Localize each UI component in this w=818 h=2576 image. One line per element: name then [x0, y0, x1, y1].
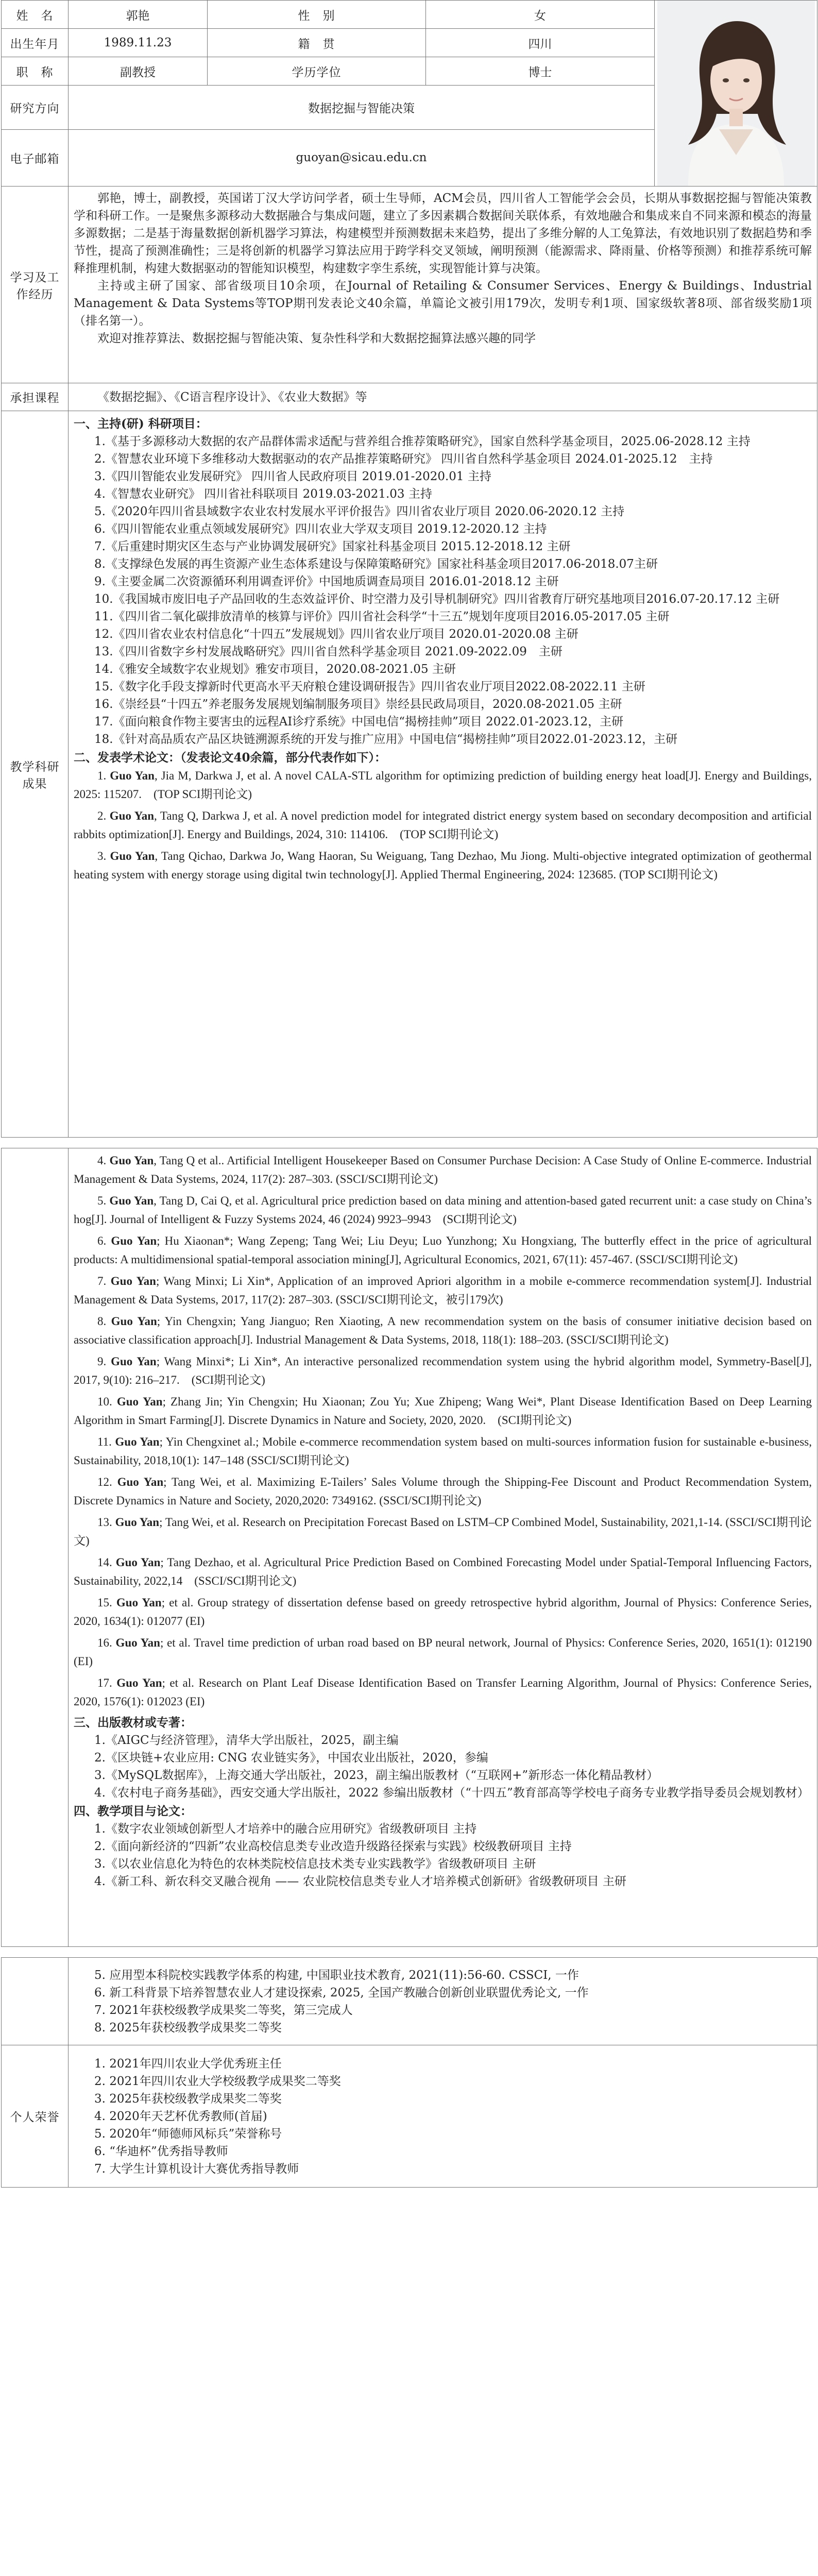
- honors-list: [74, 2055, 812, 2178]
- paper-author: Guo Yan: [110, 850, 155, 862]
- project-item: 10.《我国城市废旧电子产品回收的生态效益评价、时空潜力及引导机制研究》四川省教育厅研究基地项目2016.07-20.17.12 主研: [94, 592, 780, 606]
- native-label: 籍 贯: [208, 29, 426, 57]
- title-value: 副教授: [69, 57, 208, 86]
- email-label: 电子邮箱: [2, 129, 69, 186]
- paper-author: Guo Yan: [111, 1234, 157, 1247]
- paper-number: 13.: [97, 1516, 112, 1529]
- paper-citation: ; Tang Wei, et al. Maximizing E-Tailers’ Sales Volume through the Shipping-Fee Discount and Product Recommendation System, Discrete Dynamics in Nature and Society, 2020,2020: 7349162. (SSCI/SCI期刊论文): [74, 1476, 812, 1507]
- project-item: 1.《基于多源移动大数据的农产品群体需求适配与营养组合推荐策略研究》，国家自然科学基金项目，2025.06-2028.12 主持: [94, 435, 751, 448]
- book-item: 1.《AIGC与经济管理》，清华大学出版社，2025，副主编: [94, 1734, 399, 1747]
- name-value: 郭艳: [69, 1, 208, 29]
- paper-citation: ; Tang Wei, et al. Research on Precipitation Forecast Based on LSTM–CP Combined Model, Sustainability, 2021,1-14. (SSCI/SCI期刊论文): [74, 1516, 812, 1547]
- paper-number: 10.: [97, 1395, 112, 1408]
- project-item: 14.《雅安全域数字农业规划》雅安市项目，2020.08-2021.05 主研: [94, 663, 456, 676]
- extra-item: 5. 应用型本科院校实践教学体系的构建, 中国职业技术教育, 2021(11):56-60. CSSCI, 一作: [94, 1968, 579, 1982]
- paper-citation: ; Zhang Jin; Yin Chengxin; Hu Xiaonan; Zou Yu; Xue Zhipeng; Wang Wei*, Plant Disease Identification Based on Deep Learning Algorithm in Smart Farming[J]. Discrete Dynamics in Nature and Society, 2020, 2020. (SCI期刊论文): [74, 1395, 812, 1427]
- paper-citation: ; Yin Chengxinet al.; Mobile e-commerce recommendation system based on multi-sources information fusion for sustainable e-business, Sustainability, 2018,10(1): 147–148 (SSCI/SCI期刊论文): [74, 1435, 812, 1467]
- courses-text: 《数据挖掘》、《C语言程序设计》、《农业大数据》等: [97, 390, 367, 404]
- email-value: guoyan@sicau.edu.cn: [69, 129, 655, 186]
- paper-item: [74, 1594, 812, 1631]
- paper-citation: ; et al. Group strategy of dissertation defense based on greedy retrospective hybrid algorithm, Journal of Physics: Conference Series, 2020, 1634(1): 012077 (EI): [74, 1596, 812, 1628]
- paper-citation: ; Hu Xiaonan*; Wang Zepeng; Tang Wei; Liu Deyu; Luo Yunzhong; Xu Hongxiang, The butterfly effect in the price of agricultural products: A multidimensional spatial-temporal association mining[J], Agricultural Economics, 2021, 67(11): 457-467. (SSCI/SCI期刊论文): [74, 1234, 812, 1266]
- paper-author: Guo Yan: [115, 1435, 160, 1448]
- paper-author: Guo Yan: [115, 1556, 161, 1569]
- portrait-image: [657, 1, 815, 186]
- research-label: 研究方向: [2, 86, 69, 130]
- papers-list-continued: [74, 1151, 812, 1711]
- teaching-item: 4.《新工科、新农科交叉融合视角 —— 农业院校信息类专业人才培养模式创新研》省级教研项目 主研: [94, 1875, 626, 1888]
- paper-citation: ; Wang Minxi*; Li Xin*, An interactive personalized recommendation system using the hybrid algorithm model, Symmetry-Basel[J], 2017, 9(10): 216–217. (SCI期刊论文): [74, 1355, 812, 1386]
- project-item: 17.《面向粮食作物主要害虫的远程AI诊疗系统》中国电信“揭榜挂帅”项目 2022.01-2023.12，主研: [94, 715, 624, 728]
- paper-number: 2.: [97, 809, 107, 822]
- continued-label-cell: [2, 1148, 69, 1947]
- honor-item: 7. 大学生计算机设计大赛优秀指导教师: [94, 2162, 299, 2176]
- paper-author: Guo Yan: [111, 1315, 157, 1328]
- book-item: 4.《农村电子商务基础》，西安交通大学出版社，2022 参编出版教材（“十四五”教育部高等学校电子商务专业教学指导委员会规划教材）: [94, 1786, 809, 1800]
- paper-item: [74, 1473, 812, 1510]
- paper-author: Guo Yan: [116, 1676, 162, 1689]
- paper-number: 3.: [97, 850, 107, 862]
- project-item: 18.《针对高品质农产品区块链溯源系统的开发与推广应用》中国电信“揭榜挂帅”项目2022.01-2023.12，主研: [94, 733, 678, 746]
- paper-author: Guo Yan: [109, 809, 155, 822]
- extra-item: 7. 2021年获校级教学成果奖二等奖，第三完成人: [94, 2003, 353, 2017]
- project-item: 9.《主要金属二次资源循环利用调查评价》中国地质调查局项目 2016.01-2018.12 主研: [94, 575, 559, 588]
- paper-number: 12.: [97, 1476, 112, 1488]
- paper-item: [74, 1192, 812, 1229]
- honor-item: 6. “华迪杯”优秀指导教师: [94, 2144, 228, 2158]
- teaching-list: [74, 1820, 812, 1890]
- paper-citation: ; Wang Minxi; Li Xin*, Application of an improved Apriori algorithm in a mobile e-commerce recommendation system[J]. Industrial Management & Data Systems, 2017, 117(2): 287–303. (SSCI/SCI期刊论文，被引179次): [74, 1275, 812, 1306]
- paper-citation: , Tang Qichao, Darkwa Jo, Wang Haoran, Su Weiguang, Tang Dezhao, Mu Jiong. Multi-objective integrated optimization of geothermal heating system with energy storage using digital twin technology[J]. Applied Thermal Engineering, 2024: 123685. (TOP SCI期刊论文): [74, 850, 812, 881]
- project-item: 16.《崇经县“十四五”养老服务发展规划编制服务项目》崇经县民政局项目，2020.08-2021.05 主研: [94, 698, 622, 711]
- achievements-content-part1: [69, 411, 817, 1138]
- extra-item: 6. 新工科背景下培养智慧农业人才建设探索, 2025, 全国产教融合创新创业联盟优秀论文, 一作: [94, 1986, 589, 1999]
- paper-citation: , Tang Q et al.. Artificial Intelligent Housekeeper Based on Consumer Purchase Decision: A Case Study of Online E-commerce. Industrial Management & Data Systems, 2024, 117(2): 287–303. (SSCI/SCI期刊论文): [74, 1154, 812, 1185]
- paper-item: [74, 807, 812, 844]
- paper-citation: , Tang D, Cai Q, et al. Agricultural price prediction based on data mining and attention-based gated recurrent unit: a case study on China’s hog[J]. Journal of Intelligent & Fuzzy Systems 2024, 46 (2024) 9923–9943 (SCI期刊论文): [74, 1194, 812, 1226]
- project-item: 8.《支撑绿色发展的再生资源产业生态体系建设与保障策略研究》国家社科基金项目2017.06-2018.07主研: [94, 557, 658, 571]
- cv-table: [1, 0, 817, 1138]
- honor-item: 3. 2025年获校级教学成果奖二等奖: [94, 2092, 282, 2106]
- project-item: 15.《数字化手段支撑新时代更高水平天府粮仓建设调研报告》四川省农业厅项目2022.08-2022.11 主研: [94, 680, 645, 693]
- gender-value: 女: [426, 1, 655, 29]
- paper-author: Guo Yan: [109, 1194, 154, 1207]
- extra-label-cell: [2, 1958, 69, 2045]
- project-item: 7.《后重建时期灾区生态与产业协调发展研究》国家社科基金项目 2015.12-2018.12 主研: [94, 540, 571, 553]
- paper-item: [74, 1433, 812, 1470]
- honor-item: 5. 2020年“师德师风标兵”荣誉称号: [94, 2127, 282, 2141]
- paper-number: 9.: [97, 1355, 107, 1368]
- paper-citation: ; et al. Research on Plant Leaf Disease Identification Based on Transfer Learning Algorithm, Journal of Physics: Conference Series, 2020, 1576(1): 012023 (EI): [74, 1676, 812, 1708]
- projects-heading: 一、主持(研) 科研项目：: [74, 417, 208, 431]
- birth-label: 出生年月: [2, 29, 69, 57]
- paper-item: [74, 1513, 812, 1550]
- profile-photo: [655, 1, 817, 187]
- paper-author: Guo Yan: [111, 1355, 157, 1368]
- cv-table-continued: [1, 1148, 817, 1947]
- paper-author: Guo Yan: [110, 1275, 156, 1287]
- paper-item: [74, 1634, 812, 1671]
- paper-number: 7.: [97, 1275, 107, 1287]
- paper-item: [74, 1393, 812, 1430]
- paper-citation: , Jia M, Darkwa J, et al. A novel CALA-STL algorithm for optimizing prediction of building energy heat load[J]. Energy and Buildings, 2025: 115207. (TOP SCI期刊论文): [74, 769, 812, 801]
- project-item: 11.《四川省二氧化碳排放清单的核算与评价》四川省社会科学“十三五”规划年度项目2016.05-2017.05 主研: [94, 610, 670, 623]
- name-label: 姓 名: [2, 1, 69, 29]
- extra-content: [69, 1958, 817, 2045]
- paper-number: 17.: [97, 1676, 112, 1689]
- paper-item: [74, 767, 812, 804]
- project-item: 5.《2020年四川省县域数字农业农村发展水平评价报告》四川省农业厅项目 2020.06-2020.12 主持: [94, 505, 625, 518]
- teaching-item: 3.《以农业信息化为特色的农林类院校信息技术类专业实践教学》省级教研项目 主研: [94, 1857, 536, 1871]
- paper-item: [74, 847, 812, 884]
- paper-number: 6.: [97, 1234, 107, 1247]
- papers-heading: 二、发表学术论文：（发表论文40余篇，部分代表作如下）：: [74, 751, 387, 765]
- paper-number: 16.: [97, 1636, 112, 1649]
- project-item: 2.《智慧农业环境下多维移动大数据驱动的农产品推荐策略研究》 四川省自然科学基金项目 2024.01-2025.12 主持: [94, 452, 713, 466]
- paper-item: [74, 1151, 812, 1189]
- honors-label: 个人荣誉: [2, 2045, 69, 2188]
- project-item: 13.《四川省数字乡村发展战略研究》四川省自然科学基金项目 2021.09-2022.09 主研: [94, 645, 563, 658]
- teaching-heading: 四、教学项目与论文：: [74, 1804, 192, 1818]
- paper-item: [74, 1232, 812, 1269]
- paper-author: Guo Yan: [116, 1395, 163, 1408]
- paper-citation: ; Tang Dezhao, et al. Agricultural Price Prediction Based on Combined Forecasting Model under Spatial-Temporal Influencing Factors, Sustainability, 2022,14 (SSCI/SCI期刊论文): [74, 1556, 812, 1587]
- paper-item: [74, 1352, 812, 1389]
- books-list: [74, 1732, 812, 1802]
- honor-item: 2. 2021年四川农业大学校级教学成果奖二等奖: [94, 2074, 341, 2088]
- paper-number: 11.: [97, 1435, 112, 1448]
- experience-content: [69, 187, 817, 383]
- honors-content: [69, 2045, 817, 2188]
- project-item: 6.《四川智能农业重点领域发展研究》四川农业大学双支项目 2019.12-2020.12 主持: [94, 522, 547, 536]
- experience-label: 学习及工作经历: [2, 187, 69, 383]
- paper-item: [74, 1312, 812, 1349]
- project-item: 3.《四川智能农业发展研究》 四川省人民政府项目 2019.01-2020.01 主持: [94, 470, 491, 483]
- paper-number: 14.: [97, 1556, 112, 1569]
- book-item: 3.《MySQL数据库》，上海交通大学出版社，2023，副主编出版教材（“互联网+”新形态一体化精品教材）: [94, 1769, 659, 1782]
- paper-citation: ; et al. Travel time prediction of urban road based on BP neural network, Journal of Physics: Conference Series, 2020, 1651(1): 012190 (EI): [74, 1636, 812, 1668]
- experience-paragraph: 欢迎对推荐算法、数据挖掘与智能决策、复杂性科学和大数据挖掘算法感兴趣的同学: [97, 332, 536, 345]
- teaching-item: 1.《数字农业领域创新型人才培养中的融合应用研究》省级教研项目 主持: [94, 1822, 477, 1836]
- paper-author: Guo Yan: [110, 769, 155, 782]
- paper-author: Guo Yan: [115, 1636, 160, 1649]
- gender-label: 性 别: [208, 1, 426, 29]
- papers-list: [74, 767, 812, 884]
- paper-number: 4.: [97, 1154, 107, 1167]
- research-value: 数据挖掘与智能决策: [69, 86, 655, 130]
- birth-value: 1989.11.23: [69, 29, 208, 57]
- paper-author: Guo Yan: [109, 1154, 154, 1167]
- achievements-label: 教学科研成果: [2, 411, 69, 1138]
- courses-value: [69, 383, 817, 411]
- courses-label: 承担课程: [2, 383, 69, 411]
- paper-item: [74, 1272, 812, 1309]
- paper-number: 1.: [97, 769, 107, 782]
- achievements-content-part2: [69, 1148, 817, 1947]
- projects-list: [74, 433, 812, 748]
- extra-item: 8. 2025年获校级教学成果奖二等奖: [94, 2021, 282, 2035]
- project-item: 4.《智慧农业研究》 四川省社科联项目 2019.03-2021.03 主持: [94, 487, 432, 501]
- paper-citation: ; Yin Chengxin; Yang Jianguo; Ren Xiaoting, A new recommendation system on the basis of consumer initiative decision based on associative classification approach[J]. Industrial Management & Data Systems, 2018, 118(1): 188–203. (SSCI/SCI期刊论文): [74, 1315, 812, 1346]
- paper-citation: , Tang Q, Darkwa J, et al. A novel prediction model for integrated district energy system based on secondary decomposition and artificial rabbits optimization[J]. Energy and Buildings, 2024, 310: 114106. (TOP SCI期刊论文): [74, 809, 812, 841]
- books-heading: 三、出版教材或专著：: [74, 1716, 192, 1730]
- title-label: 职 称: [2, 57, 69, 86]
- native-value: 四川: [426, 29, 655, 57]
- paper-number: 5.: [97, 1194, 107, 1207]
- degree-label: 学历学位: [208, 57, 426, 86]
- extra-list: [74, 1967, 812, 2037]
- cv-table-final: [1, 1957, 817, 2188]
- paper-number: 8.: [97, 1315, 107, 1328]
- degree-value: 博士: [426, 57, 655, 86]
- book-item: 2.《区块链+农业应用: CNG 农业链实务》，中国农业出版社，2020，参编: [94, 1751, 488, 1765]
- paper-item: [74, 1674, 812, 1711]
- experience-paragraph: 主持或主研了国家、部省级项目10余项，在Journal of Retailing & Consumer Services、Energy & Buildings、Industrial Management & Data Systems等TOP期刊发表论文40余篇，单篇论文被引用179次，发明专利1项、国家级软著8项、部省级奖励1项（排名第一）。: [74, 279, 812, 328]
- paper-item: [74, 1553, 812, 1590]
- honor-item: 1. 2021年四川农业大学优秀班主任: [94, 2057, 282, 2071]
- project-item: 12.《四川省农业农村信息化“十四五”发展规划》四川省农业厅项目 2020.01-2020.08 主研: [94, 628, 578, 641]
- experience-paragraph: 郭艳，博士，副教授，英国诺丁汉大学访问学者，硕士生导师，ACM会员，四川省人工智能学会会员，长期从事数据挖掘与智能决策教学和科研工作。一是聚焦多源移动大数据融合与集成问题，建立了多因素耦合数据间关联体系，有效地融合和集成来自不同来源和模态的海量多源数据；二是基于海量数据创新机器学习算法，构建模型并预测数据未来趋势，提出了多维分解的人工兔算法，有效地识别了数据趋势和季节性，提高了预测准确性；三是将创新的机器学习算法应用于跨学科交叉领域，阐明预测（能源需求、降雨量、价格等预测）和推荐系统可解释推理机制，构建大数据驱动的智能知识模型，构建数字孪生系统，实现智能计算与决策。: [74, 192, 812, 275]
- paper-author: Guo Yan: [116, 1596, 162, 1609]
- honor-item: 4. 2020年天艺杯优秀教师(首届): [94, 2109, 267, 2123]
- paper-author: Guo Yan: [115, 1516, 160, 1529]
- paper-author: Guo Yan: [117, 1476, 164, 1488]
- paper-number: 15.: [97, 1596, 112, 1609]
- teaching-item: 2.《面向新经济的“四新”农业高校信息类专业改造升级路径探索与实践》校级教研项目 主持: [94, 1840, 572, 1853]
